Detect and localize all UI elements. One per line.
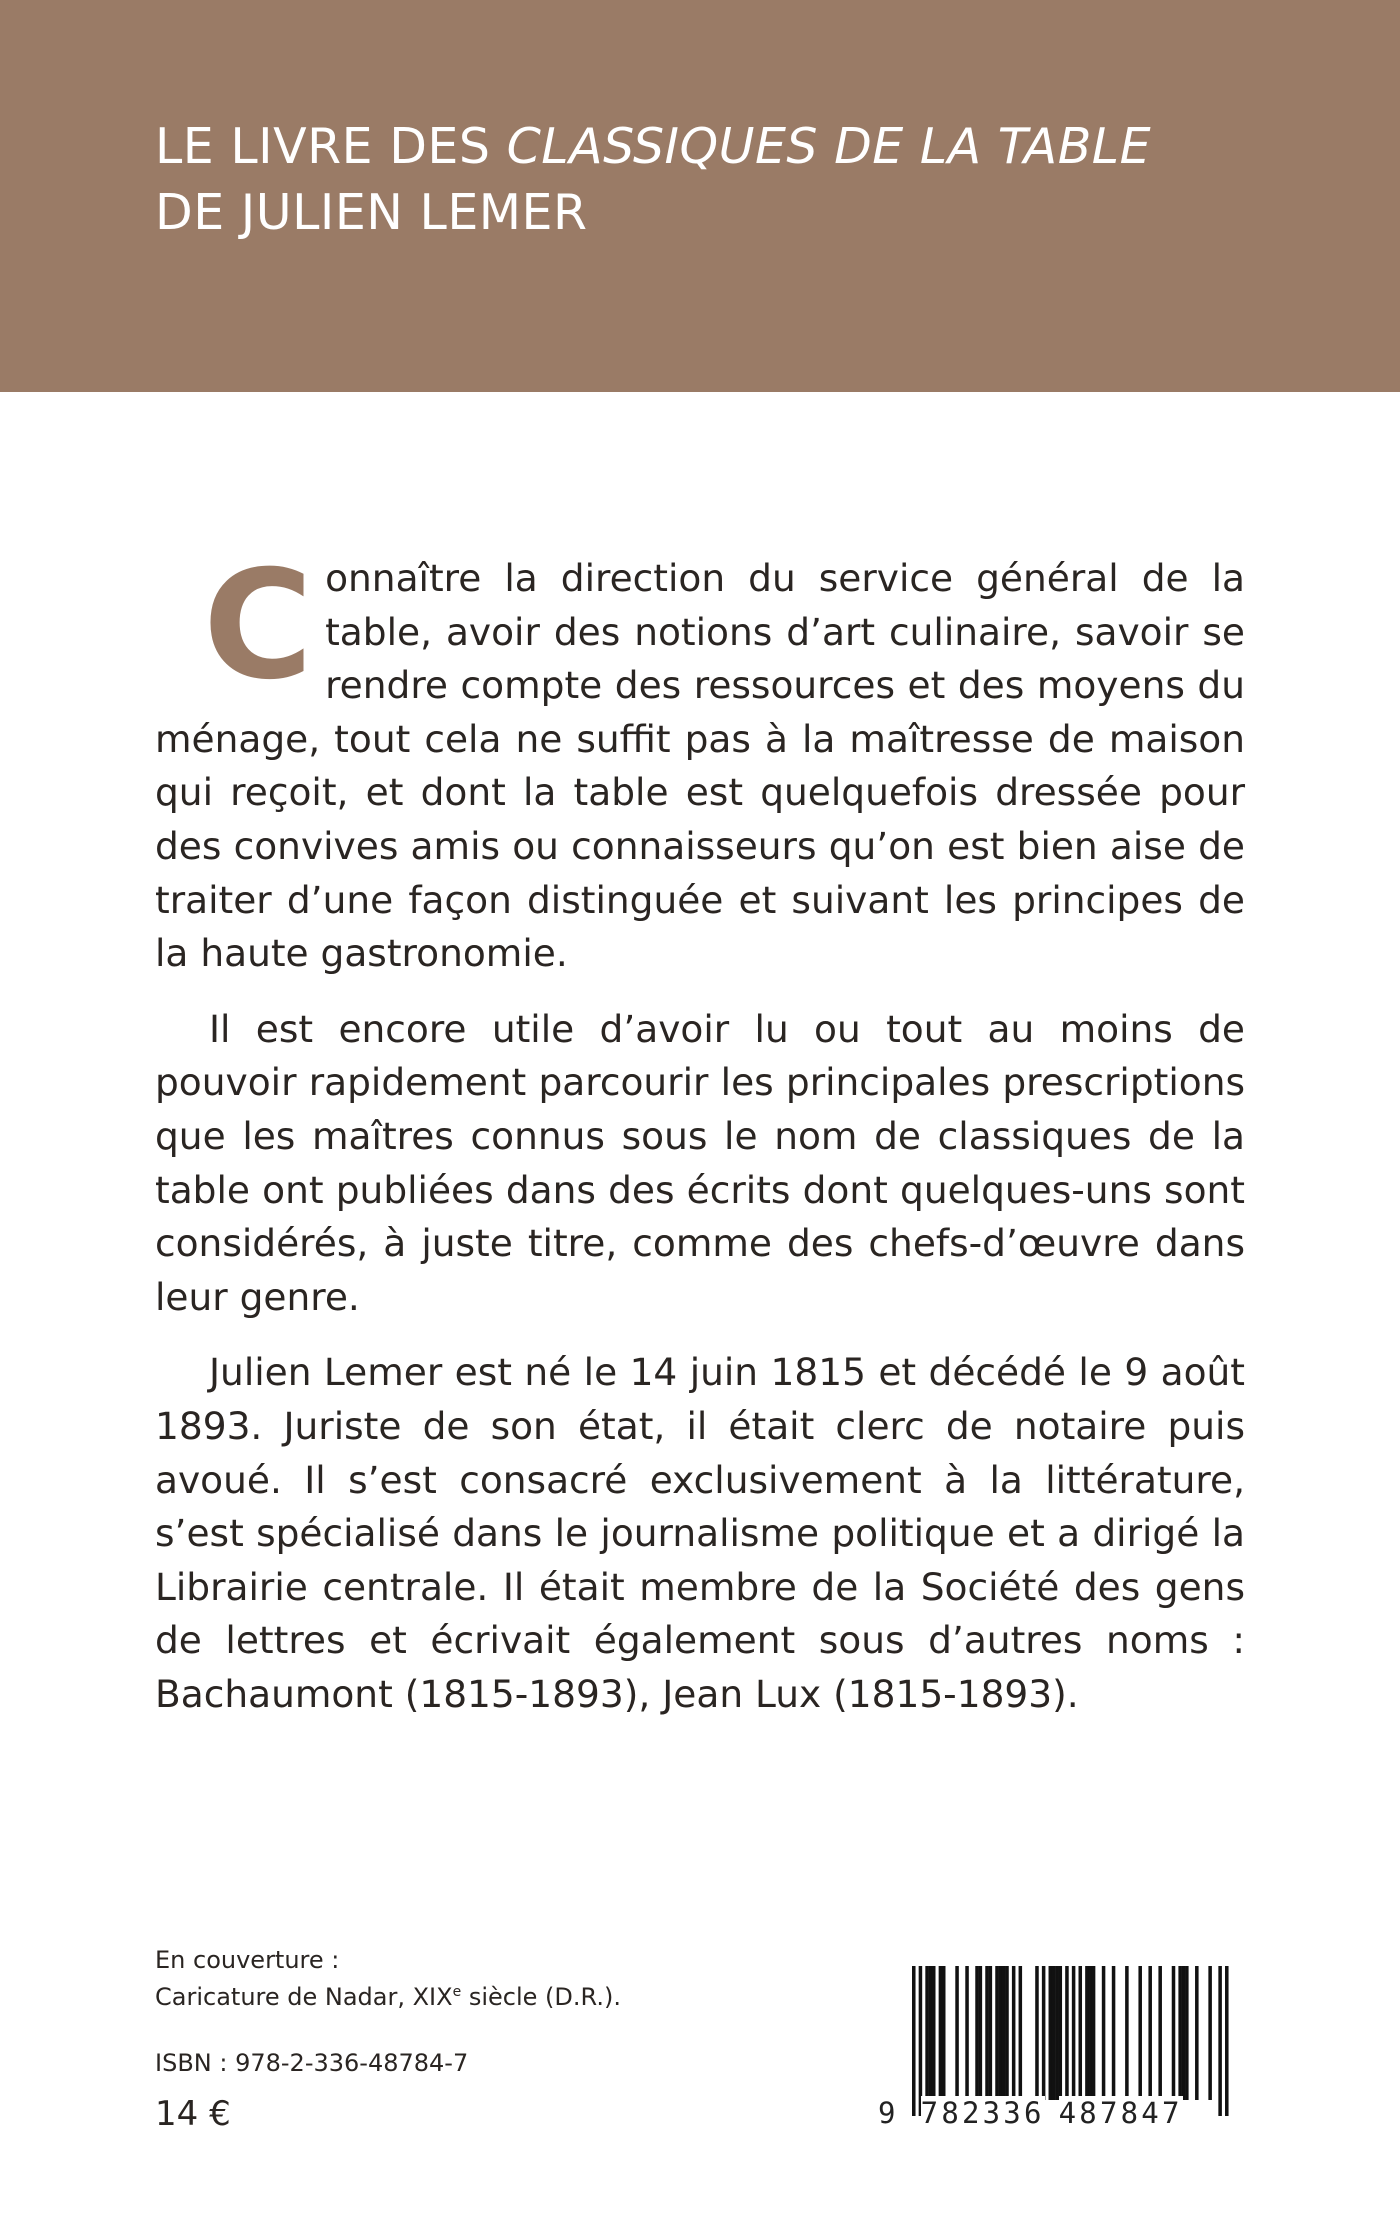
barcode-bar xyxy=(932,1966,936,2100)
barcode-bar xyxy=(929,1966,933,2100)
barcode-bar xyxy=(1148,1966,1152,2100)
barcode-bar xyxy=(1225,1966,1229,2116)
price: 14 € xyxy=(155,2094,231,2134)
summary-paragraph-2: Il est encore utile d’avoir lu ou tout au moins de pouvoir rapidement parcourir les principales prescriptions que les maîtres connus sous le nom de classiques de la table ont publiées dans des écrits dont quelques-uns sont considérés, à juste titre, comme des chefs-d’œuvre dans leur genre. xyxy=(155,1006,1245,1319)
summary-paragraph-3: Julien Lemer est né le 14 juin 1815 et décédé le 9 août 1893. Juriste de son état, il était clerc de notaire puis avoué. Il s’est consacré exclusivement à la littérature, s’est spécialisé dans le journalisme politique et a dirigé la Librairie centrale. Il était membre de la Société des gens de lettres et écrivait également sous d’autres noms : Bachaumont (1815-1893), Jean Lux (1815-1893). xyxy=(155,1350,1245,1716)
drop-cap: C xyxy=(203,539,314,713)
barcode-bar xyxy=(925,1966,929,2100)
barcode-bar xyxy=(1035,1966,1039,2100)
credits-caption-superscript: e xyxy=(452,1984,462,2000)
barcode-bar xyxy=(1125,1966,1129,2100)
barcode-bar xyxy=(1072,1966,1076,2116)
barcode-bar xyxy=(1172,1966,1176,2100)
barcode-bar xyxy=(1012,1966,1016,2100)
barcode-bar xyxy=(1055,1966,1059,2100)
barcode-bar xyxy=(1092,1966,1096,2100)
barcode-bar xyxy=(989,1966,993,2100)
barcode-group-1: 782336 xyxy=(920,2096,1045,2130)
barcode-bar xyxy=(1019,1966,1023,2100)
back-cover-summary xyxy=(155,539,1245,1743)
barcode xyxy=(878,1966,1230,2140)
barcode-bar xyxy=(999,1966,1003,2100)
cover-credits xyxy=(155,1944,621,2013)
barcode-bar xyxy=(1218,1966,1222,2116)
summary-paragraph-1-text: onnaître la direction du service général de la table, avoir des notions d’art culinaire, savoir se rendre compte des ressources et des moyens du ménage, tout cela ne suffit pas à la maîtresse de maison qui reçoit, et dont la table est quelquefois dressée pour des convives amis ou connaisseurs qu’on est bien aise de traiter d’une façon distinguée et suivant les principes de la haute gastronomie. xyxy=(155,556,1245,976)
barcode-bar xyxy=(912,1966,916,2116)
title-line2: DE JULIEN LEMER xyxy=(155,184,588,241)
credits-caption-main: Caricature de Nadar, XIX xyxy=(155,1983,453,2011)
barcode-group-2: 487847 xyxy=(1058,2096,1183,2130)
barcode-bar xyxy=(1059,1966,1063,2100)
barcode-bar xyxy=(995,1966,999,2100)
barcode-bar xyxy=(1049,1966,1053,2100)
barcode-bar xyxy=(1065,1966,1069,2116)
credits-caption-end: siècle (D.R.). xyxy=(461,1983,621,2011)
barcode-bar xyxy=(1112,1966,1116,2100)
book-title xyxy=(155,114,1151,246)
barcode-bar xyxy=(955,1966,959,2100)
title-line1-italic: CLASSIQUES DE LA TABLE xyxy=(506,118,1152,175)
title-line1-prefix: LE LIVRE DES xyxy=(155,118,507,175)
barcode-bar xyxy=(1005,1966,1009,2100)
barcode-bar xyxy=(975,1966,979,2100)
credits-caption xyxy=(155,1976,621,2013)
barcode-bar xyxy=(1178,1966,1182,2100)
barcode-bar xyxy=(942,1966,946,2100)
cover-header-band xyxy=(0,0,1400,392)
barcode-bar xyxy=(985,1966,989,2100)
barcode-bar xyxy=(1158,1966,1162,2100)
barcode-bar xyxy=(1052,1966,1056,2100)
barcode-bar xyxy=(979,1966,983,2100)
barcode-first-digit: 9 xyxy=(878,2096,899,2130)
summary-paragraph-1 xyxy=(155,539,1245,981)
barcode-bar xyxy=(1208,1966,1212,2100)
barcode-bar xyxy=(919,1966,923,2116)
barcode-bar xyxy=(1042,1966,1046,2100)
barcode-bar xyxy=(1185,1966,1189,2100)
barcode-bar xyxy=(1085,1966,1089,2100)
barcode-bar xyxy=(1102,1966,1106,2100)
isbn: ISBN : 978-2-336-48784-7 xyxy=(155,2049,469,2077)
barcode-bar xyxy=(965,1966,969,2100)
barcode-bar xyxy=(1138,1966,1142,2100)
barcode-bar xyxy=(1195,1966,1199,2100)
barcode-bar xyxy=(939,1966,943,2100)
barcode-bar xyxy=(1079,1966,1083,2100)
barcode-bar xyxy=(1088,1966,1092,2100)
credits-label: En couverture : xyxy=(155,1946,340,1974)
barcode-bar xyxy=(1182,1966,1186,2100)
barcode-bar xyxy=(1002,1966,1006,2100)
barcode-digits xyxy=(878,2096,1230,2136)
